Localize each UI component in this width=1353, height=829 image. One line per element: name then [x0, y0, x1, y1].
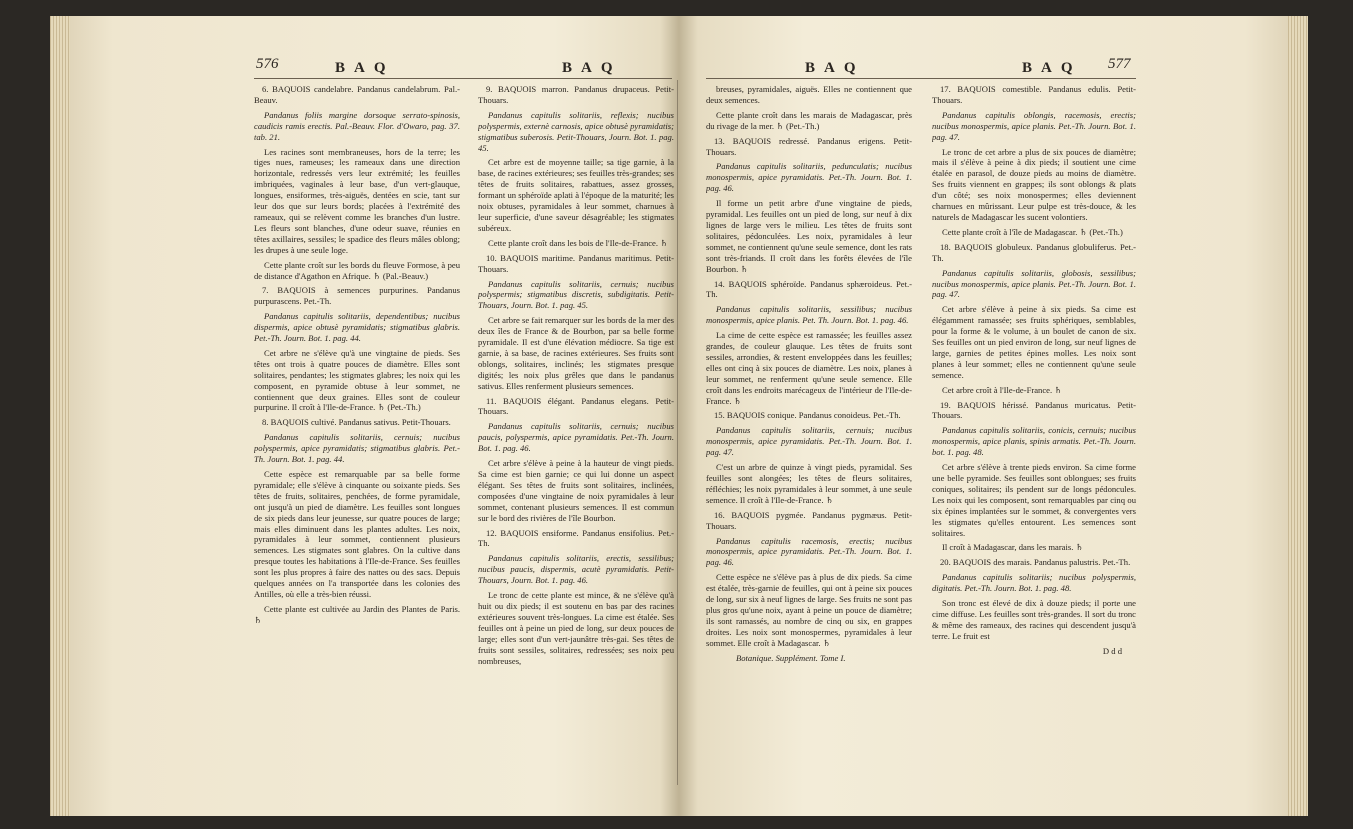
- entry-heading: 16. BAQUOIS pygmée. Pandanus pygmæus. Petit-Thouars.: [706, 509, 912, 531]
- paragraph: Cet arbre ne s'élève qu'à une vingtaine de pieds. Ses têtes ont trois à quatre pouces de diamètre. Elles sont solitaires, pendantes; les stigmates glabres; les noix qui les composent, en pyramide obtuse à leur sommet, ne contiennent que deux graines. Elles sont de couleur purpurine. Il croît à l'Ile-de-France. ♄ (Pet.-Th.): [254, 347, 460, 413]
- page-number-right: 577: [1108, 56, 1131, 72]
- paragraph: C'est un arbre de quinze à vingt pieds, pyramidal. Ses feuilles sont alongées; les têtes de fleurs solitaires, réfléchies; les noix pyramidales à leur sommet, à une seule semence. Il croît à l'Ile-de-France. ♄: [706, 462, 912, 505]
- entry-heading: 6. BAQUOIS candelabre. Pandanus candelabrum. Pal.-Beauv.: [254, 84, 460, 105]
- latin-diagnosis: Pandanus capitulis solitariis, sessilibus; nucibus monospermis, apice planis. Pet. Th. Journ. Bot. 1. pag. 46.: [706, 304, 912, 326]
- latin-diagnosis: Pandanus capitulis solitariis, conicis, cernuis; nucibus monospermis, apice planis, spinis armatis. Pet.-Th. Journ. bot. 1. pag. 48.: [932, 425, 1136, 458]
- running-head-right-2: BAQ: [1022, 60, 1082, 76]
- latin-diagnosis: Pandanus capitulis solitariis, erectis, sessilibus; nucibus paucis, dispermis, acutè pyramidatis. Petit-Thouars, Journ. Bot. 1. pag. 46.: [478, 553, 674, 586]
- paragraph: Cet arbre croît à l'Ile-de-France. ♄: [942, 384, 1062, 395]
- paragraph: Cet arbre s'élève à peine à six pieds. Sa cime est élégamment ramassée; ses fruits sphériques, semblables, pour la forme & le volume, à un boulet de canon de six. Ses feuilles ont un pied environ de long, sur neuf lignes de large, garnies de petites épines molles. Les noix sont planes à leur sommet; elles ne contiennent qu'une seule semence.: [932, 304, 1136, 380]
- header-rule-left: [254, 78, 672, 79]
- right-page-column-2: [932, 84, 1136, 784]
- signature-mark: D d d: [1102, 645, 1122, 656]
- latin-diagnosis: Pandanus capitulis solitariis, pedunculatis; nucibus monospermis, apice pyramidatis. Pet.-Th. Journ. Bot. 1. pag. 46.: [706, 161, 912, 194]
- left-page-column-1: [254, 84, 460, 774]
- entry-heading: 18. BAQUOIS globuleux. Pandanus globuliferus. Pet.-Th.: [932, 241, 1136, 263]
- entry-heading: 10. BAQUOIS maritime. Pandanus maritimus. Petit-Thouars.: [478, 252, 674, 274]
- latin-diagnosis: Pandanus capitulis solitariis, cernuis; nucibus paucis, polyspermis, apice pyramidatis. Pet.-Th. Journ. Bot. 1. pag. 46.: [478, 421, 674, 454]
- entry-heading: 17. BAQUOIS comestible. Pandanus edulis. Petit-Thouars.: [932, 84, 1136, 105]
- page-edges-left: [50, 16, 70, 816]
- paragraph: Les racines sont membraneuses, hors de la terre; les tiges nues, rameuses; les rameaux dans une direction horizontale, redressés vers leur extrémité; les feuilles imbriquées, vaginales à leur base, d'un vert-glauque, longues, ensiformes, très-aiguës, dentées en scie, tant sur leur dos que sur leurs bords; placées à l'extrémité des rameaux, qui se relèvent comme les branches d'un lustre. Les fleurs sont blanches, d'une odeur suave, réunies en têtes axillaires, sessiles; le spadice des fleurs mâles oblong; les drupes à une seule loge.: [254, 146, 460, 255]
- right-page-column-1: [706, 84, 912, 784]
- running-head-left-1: BAQ: [335, 60, 395, 76]
- paragraph: Cette plante croît dans les bois de l'Ile-de-France. ♄: [488, 237, 668, 248]
- paragraph: Cet arbre se fait remarquer sur les bords de la mer des deux îles de France & de Bourbon, par sa belle forme pyramidale. Il est d'une élévation médiocre. Sa tige est garnie, à sa base, de racines extérieures. Ses fruits sont oblongs, solitaires, inclinés; les stigmates presque digités; les noix plus grêles que dans le pandanus sativus. Elles renferment plusieurs semences.: [478, 315, 674, 391]
- paragraph: Cette plante croît sur les bords du fleuve Formose, à peu de distance d'Agathon en Afrique. ♄ (Pal.-Beauv.): [254, 259, 460, 281]
- entry-heading: 11. BAQUOIS élégant. Pandanus elegans. Petit-Thouars.: [478, 395, 674, 417]
- entry-heading: 19. BAQUOIS hérissé. Pandanus muricatus. Petit-Thouars.: [932, 399, 1136, 421]
- latin-diagnosis: Pandanus capitulis solitariis, dependentibus; nucibus dispermis, apice obtusè pyramidatis; stigmatibus glabris. Pet.-Th. Journ. Bot. 1. pag. 44.: [254, 311, 460, 344]
- paragraph: Son tronc est élevé de dix à douze pieds; il porte une cime diffuse. Les feuilles sont très-grandes. Il sort du tronc & même des rameaux, des racines qui descendent jusqu'à terre. Le fruit est: [932, 598, 1136, 641]
- latin-diagnosis: Pandanus capitulis solitariis, reflexis; nucibus polyspermis, externè carnosis, apice obtusè pyramidatis; stigmatibus suberosis. Petit-Thouars, Journ. Bot. 1. pag. 45.: [478, 109, 674, 153]
- footer-note: Botanique. Supplément. Tome I.: [736, 652, 846, 663]
- paragraph: Cette espèce est remarquable par sa belle forme pyramidale; elle s'élève à cinquante ou soixante pieds. Ses têtes de fruits, solitaires, penchées, de forme pyramidale, ont jusqu'à un pied de diamètre. Les feuilles sont longues de six pieds dans leur jeunesse, sur quatre pouces de large; mais elles diminuent dans les plantes adultes. Les noix, pyramidales à leur sommet, contiennent plusieurs semences. Les stigmates sont glabres. On la cultive dans presque toutes les habitations à l'Ile-de-France. Ses feuilles sont les plus propres à faire des nattes ou des sacs. Depuis quelques années on l'a transportée dans les colonies des Antilles, où elle a très-bien réussi.: [254, 469, 460, 599]
- latin-diagnosis: Pandanus capitulis oblongis, racemosis, erectis; nucibus monospermis, apice planis. Pet.-Th. Journ. Bot. 1. pag. 47.: [932, 109, 1136, 142]
- left-page-column-2: [478, 84, 674, 774]
- gutter: [677, 80, 678, 785]
- paragraph: Cette plante est cultivée au Jardin des Plantes de Paris. ♄: [254, 603, 460, 625]
- running-head-left-2: BAQ: [562, 60, 622, 76]
- header-rule-right: [706, 78, 1136, 79]
- paragraph: Le tronc de cet arbre a plus de six pouces de diamètre; mais il s'élève à peine à dix pieds; il soutient une cime étalée en parasol, de douze pieds au moins de diamètre. Ses fruits viennent en grappes; ils sont oblongs & plats d'un côté; ses noix monospermes; elles deviennent charnues en mûrissant. Leur pulpe est très-douce, & les naturels de Madagascar les sucent volontiers.: [932, 146, 1136, 222]
- latin-diagnosis: Pandanus capitulis solitariis; nucibus polyspermis, digitatis. Pet.-Th. Journ. Bot. 1. pag. 48.: [932, 572, 1136, 594]
- latin-diagnosis: Pandanus capitulis solitariis, cernuis; nucibus polyspermis, apice pyramidatis; stigmatibus glabris. Pet.-Th. Journ. Bot. 1. pag. 44.: [254, 432, 460, 465]
- paragraph: Cette espèce ne s'élève pas à plus de dix pieds. Sa cime est étalée, très-garnie de feuilles, qui ont à peine six pouces de long, sur six à neuf lignes de large. Ses fruits ne sont pas plus gros qu'une noix, ayant à peine un pouce de diamètre; ils sont ramassés, au nombre de cinq ou six, en grappes droites. Les noix sont monospermes, pyramidales à leur sommet. Elle croît à Madagascar. ♄: [706, 572, 912, 648]
- paragraph: Il croît à Madagascar, dans les marais. ♄: [942, 542, 1084, 553]
- page-edges-right: [1288, 16, 1308, 816]
- paragraph: Cet arbre est de moyenne taille; sa tige garnie, à la base, de racines extérieures; ses feuilles très-grandes; ses têtes de fruits solitaires, rabattues, assez grosses, formant un sphéroïde aplati à l'époque de la maturité; les noix obtuses, pyramidales à leur sommet, charnues à leur superficie, d'une saveur désagréable; les stigmates subéreux.: [478, 157, 674, 233]
- running-head-right-1: BAQ: [805, 60, 865, 76]
- entry-heading: 7. BAQUOIS à semences purpurines. Pandanus purpurascens. Pet.-Th.: [254, 285, 460, 307]
- entry-heading: 13. BAQUOIS redressé. Pandanus erigens. Petit-Thouars.: [706, 135, 912, 157]
- latin-diagnosis: Pandanus capitulis solitariis, globosis, sessilibus; nucibus monospermis, apice planis. Pet.-Th. Journ. Bot. 1. pag. 47.: [932, 267, 1136, 300]
- entry-heading: 14. BAQUOIS sphéroïde. Pandanus sphæroideus. Pet.-Th.: [706, 278, 912, 300]
- latin-diagnosis: Pandanus foliis margine dorsoque serrato-spinosis, caudicis ramis erectis. Pal.-Beauv. Flor. d'Owaro, pag. 37. tab. 21.: [254, 109, 460, 142]
- entry-heading: 15. BAQUOIS conique. Pandanus conoideus. Pet.-Th.: [714, 410, 901, 421]
- entry-heading: 9. BAQUOIS marron. Pandanus drupaceus. Petit-Thouars.: [478, 84, 674, 105]
- paragraph: La cime de cette espèce est ramassée; les feuilles assez grandes, de couleur glauque. Les têtes de fruits sont sessiles, arrondies, & restent enveloppées dans les feuilles; elles ont cinq à six pouces de diamètre. Les noix, planes à leur sommet, ne renferment qu'une seule semence. Elle croît dans les endroits marécageux de l'intérieur de l'Ile-de-France. ♄: [706, 330, 912, 406]
- latin-diagnosis: Pandanus capitulis solitariis, cernuis; nucibus polyspermis; stigmatibus discretis, subdigitatis. Petit-Thouars, Journ. Bot. 1. pag. 45.: [478, 278, 674, 311]
- latin-diagnosis: Pandanus capitulis racemosis, erectis; nucibus monospermis, apice pyramidatis. Pet.-Th. Journ. Bot. 1. pag. 46.: [706, 535, 912, 568]
- entry-heading: 8. BAQUOIS cultivé. Pandanus sativus. Petit-Thouars.: [262, 417, 451, 428]
- page-number-left: 576: [256, 56, 279, 72]
- paragraph: Cette plante croît à l'île de Madagascar. ♄ (Pet.-Th.): [942, 226, 1123, 237]
- paragraph: Cette plante croît dans les marais de Madagascar, près du rivage de la mer. ♄ (Pet.-Th.): [706, 109, 912, 131]
- entry-heading: 20. BAQUOIS des marais. Pandanus palustris. Pet.-Th.: [940, 557, 1131, 568]
- entry-heading: 12. BAQUOIS ensiforme. Pandanus ensifolius. Pet.-Th.: [478, 527, 674, 549]
- paragraph: Cet arbre s'élève à peine à la hauteur de vingt pieds. Sa cime est bien garnie; ce qui lui donne un aspect élégant. Ses têtes de fruits sont solitaires, inclinées, composées d'une vingtaine de noix pyramidales à leur sommet, contenant plusieurs semences. Il est commun sur le bord des rivières de l'île Bourbon.: [478, 458, 674, 523]
- latin-diagnosis: Pandanus capitulis solitariis, cernuis; nucibus monospermis, apice pyramidatis. Pet.-Th. Journ. Bot. 1. pag. 47.: [706, 425, 912, 458]
- paragraph: Cet arbre s'élève à trente pieds environ. Sa cime forme une belle pyramide. Ses feuilles sont oblongues; ses fruits coniques, solitaires; ils pendent sur de longs pédoncules. Les noix qui les composent, sont remarquables par cinq ou six épines implantées sur le sommet, & convergentes vers les stigmates qu'elles entourent. Les semences sont solitaires.: [932, 462, 1136, 538]
- paragraph: breuses, pyramidales, aiguës. Elles ne contiennent que deux semences.: [706, 84, 912, 105]
- paragraph: Il forme un petit arbre d'une vingtaine de pieds, pyramidal. Les feuilles ont un pied de long, sur neuf à dix lignes de large vers le milieu. Les têtes de fruits sont solitaires, pédonculées. Les noix, pyramidales à leur sommet, ne contiennent qu'une seule semence, dont les rats sont très-friands. Il croît dans les forêts élevées de l'île Bourbon. ♄: [706, 198, 912, 274]
- paragraph: Le tronc de cette plante est mince, & ne s'élève qu'à huit ou dix pieds; il est soutenu en bas par des racines extérieures souvent très-longues. La cime est étalée. Ses feuilles ont à peine un pied de long, sur deux pouces de large; elles sont d'un vert-jaunâtre très-gai. Ses têtes de fruits sont sessiles, solitaires, redressées; ses noix peu nombreuses,: [478, 590, 674, 666]
